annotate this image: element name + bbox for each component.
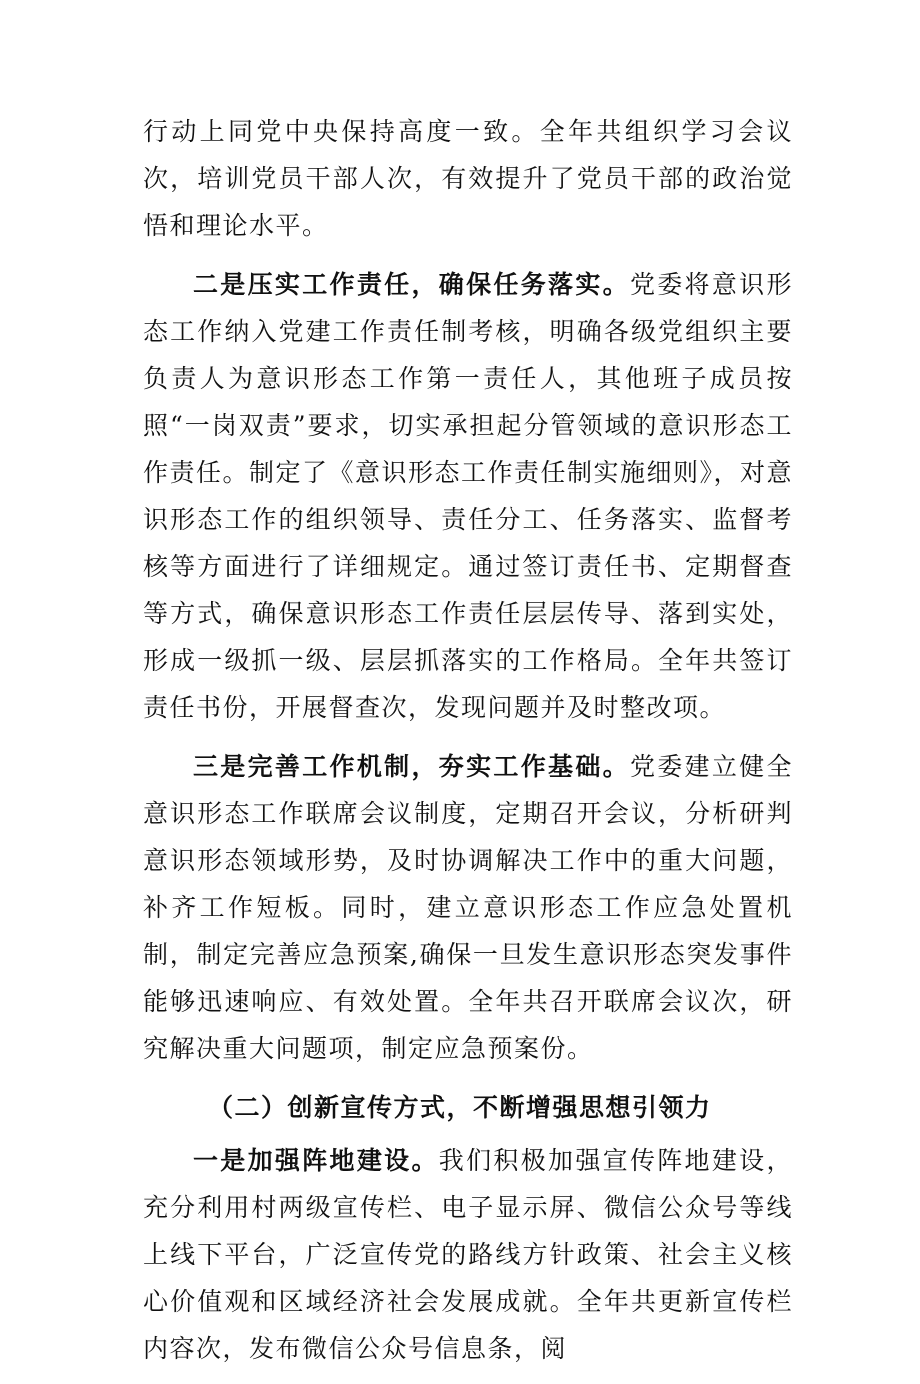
- section-heading: （二）创新宣传方式，不断增强思想引领力: [208, 1093, 712, 1122]
- paragraph-body-text: 行动上同党中央保持高度一致。全年共组织学习会议次，培训党员干部人次，有效提升了党员干部的政治觉悟和理论水平。: [143, 117, 793, 240]
- paragraph-mechanism: [143, 743, 793, 1072]
- paragraph-lead-text: 三是完善工作机制，夯实工作基础。: [193, 752, 630, 781]
- paragraph-lead-text: 二是压实工作责任，确保任务落实。: [193, 270, 630, 299]
- paragraph-lead-text: 一是加强阵地建设。: [193, 1146, 439, 1175]
- paragraph-body-text: 党委将意识形态工作纳入党建工作责任制考核，明确各级党组织主要负责人为意识形态工作第一责任人，其他班子成员按照“一岗双责”要求，切实承担起分管领域的意识形态工作责任。制定了《意识形态工作责任制实施细则》，对意识形态工作的组织领导、责任分工、任务落实、监督考核等方面进行了详细规定。通过签订责任书、定期督查等方式，确保意识形态工作责任层层传导、落到实处，形成一级抓一级、层层抓落实的工作格局。全年共签订责任书份，开展督查次，发现问题并及时整改项。: [143, 270, 794, 722]
- document-body: [143, 108, 793, 1384]
- paragraph-body-text: 我们积极加强宣传阵地建设，充分利用村两级宣传栏、电子显示屏、微信公众号等线上线下平台，广泛宣传党的路线方针政策、社会主义核心价值观和区域经济社会发展成就。全年共更新宣传栏内容次，发布微信公众号信息条，阅: [143, 1146, 793, 1363]
- paragraph-body-text: 党委建立健全意识形态工作联席会议制度，定期召开会议，分析研判意识形态领域形势，及时协调解决工作中的重大问题，补齐工作短板。同时，建立意识形态工作应急处置机制，制定完善应急预案,确保一旦发生意识形态突发事件能够迅速响应、有效处置。全年共召开联席会议次，研究解决重大问题项，制定应急预案份。: [143, 752, 793, 1063]
- paragraph-continuation: [143, 108, 793, 249]
- paragraph-position-building: [143, 1137, 793, 1372]
- paragraph-responsibility: [143, 261, 793, 731]
